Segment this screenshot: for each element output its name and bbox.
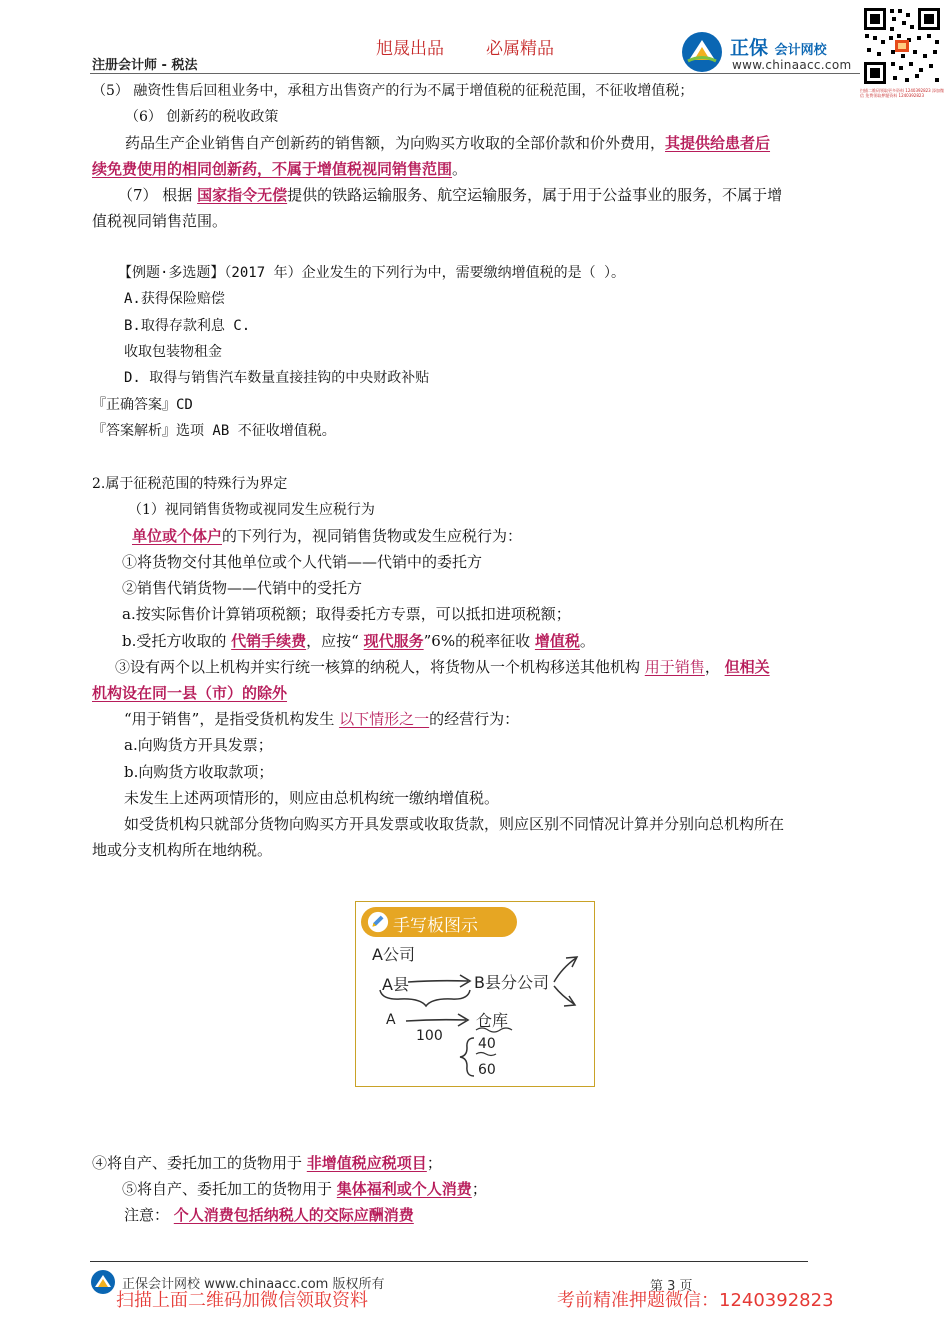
text-line: 药品生产企业销售自产创新药的销售额，为向购买方收取的全部价款和价外费用，其提供给患者后 — [125, 134, 771, 152]
highlight-text: 增值税 — [534, 632, 580, 650]
qr-code-icon[interactable] — [862, 6, 942, 86]
footer-copyright: 正保会计网校 www.chinaacc.com 版权所有 — [122, 1277, 385, 1292]
text-line — [92, 683, 287, 703]
board-qty: 100 — [416, 1028, 443, 1044]
highlight-text: 以下情形之一 — [339, 710, 430, 728]
chinaacc-logo[interactable] — [680, 30, 860, 76]
footer-logo-icon — [90, 1269, 116, 1295]
qr-caption: 扫描二维码领取更多资料 1240392823 添加微信 免费领取押题资料 1240392823 — [860, 88, 944, 98]
example-explanation: 『答案解析』选项 AB 不征收增值税。 — [92, 423, 336, 439]
header-slogan — [376, 34, 596, 59]
board-a: A — [386, 1012, 396, 1028]
highlight-text: 单位或个体户 — [132, 527, 223, 545]
text-line: a.按实际售价计算销项税额；取得委托方专票，可以抵扣进项税额； — [122, 605, 571, 623]
subsection-heading: （1）视同销售货物或视同发生应税行为 — [128, 502, 375, 518]
highlight-text: 集体福利或个人消费 — [336, 1180, 472, 1198]
text-line: ③设有两个以上机构并实行统一核算的纳税人，将货物从一个机构移送其他机构 用于销售， 但相关 — [115, 658, 770, 676]
text-line: “用于销售”，是指受货机构发生 以下情形之一的经营行为： — [124, 710, 520, 728]
text-line: （7） 根据 国家指令无偿提供的铁路运输服务、航空运输服务，属于用于公益事业的服务，不属于增 — [118, 186, 783, 204]
board-title: 手写板图示 — [393, 916, 478, 936]
text-line: ⑤将自产、委托加工的货物用于 集体福利或个人消费； — [122, 1180, 487, 1198]
highlight-text: 个人消费包括纳税人的交际应酬消费 — [173, 1206, 414, 1224]
slogan-1: 旭晟出品 — [376, 39, 444, 59]
board-value-40: 40 — [478, 1036, 496, 1052]
footer-promo-right: 考前精准押题微信：1240392823 — [557, 1290, 834, 1311]
logo-mark-icon — [680, 30, 724, 74]
text-line: a.向购货方开具发票； — [124, 736, 273, 754]
highlight-text: 但相关 — [724, 658, 770, 676]
logo-name: 正保 会计网校 — [730, 37, 827, 59]
text-line: ①将货物交付其他单位或个人代销——代销中的委托方 — [122, 553, 483, 571]
example-option-b: B.取得存款利息 C. — [124, 318, 251, 334]
board-a-county: A县 — [382, 975, 409, 994]
text-line: 单位或个体户的下列行为，视同销售货物或发生应税行为： — [132, 527, 523, 545]
highlight-text: 非增值税应税项目 — [306, 1154, 427, 1172]
highlight-text: 代销手续费 — [231, 632, 307, 650]
highlight-text: 其提供给患者后 — [665, 134, 771, 152]
example-option-c: 收取包装物租金 — [124, 344, 222, 360]
slogan-2: 必属精品 — [486, 39, 554, 59]
board-drawing — [356, 902, 596, 1088]
board-warehouse: 仓库 — [476, 1011, 509, 1030]
highlight-text: 国家指令无偿 — [197, 186, 288, 204]
text-line: ④将自产、委托加工的货物用于 非增值税应税项目； — [92, 1154, 442, 1172]
example-option-d: D. 取得与销售汽车数量直接挂钩的中央财政补贴 — [124, 370, 430, 386]
text-line: b.向购货方收取款项； — [124, 763, 274, 781]
text-line: 地或分支机构所在地纳税。 — [92, 841, 273, 859]
footer-divider — [90, 1261, 808, 1262]
text-line: 续免费使用的相同创新药，不属于增值税视同销售范围。 — [92, 160, 468, 178]
board-company: A公司 — [372, 945, 415, 964]
page-number: 第 3 页 — [650, 1279, 693, 1294]
course-title: 注册会计师 - 税法 — [92, 58, 198, 73]
highlight-text: 续免费使用的相同创新药，不属于增值税视同销售范围 — [92, 160, 453, 178]
footer-promo-left: 扫描上面二维码加微信领取资料 — [116, 1290, 368, 1311]
example-answer: 『正确答案』CD — [92, 397, 193, 413]
handwriting-board — [355, 901, 595, 1087]
text-line: b.受托方收取的 代销手续费，应按“ 现代服务”6%的税率征收 增值税。 — [122, 632, 595, 650]
example-option-a: A.获得保险赔偿 — [124, 291, 225, 307]
highlight-text: 用于销售 — [644, 658, 705, 676]
text-line: 值税视同销售范围。 — [92, 212, 228, 230]
text-line: 注意： 个人消费包括纳税人的交际应酬消费 — [124, 1206, 414, 1224]
text-line: ②销售代销货物——代销中的受托方 — [122, 579, 363, 597]
example-question: 【例题·多选题】（2017 年）企业发生的下列行为中，需要缴纳增值税的是（ ）。 — [118, 265, 625, 281]
text-line: （5） 融资性售后回租业务中，承租方出售资产的行为不属于增值税的征税范围，不征收增值税； — [92, 83, 694, 99]
section-heading: 2.属于征税范围的特殊行为界定 — [92, 476, 288, 492]
text-line: 未发生上述两项情形的，则应由总机构统一缴纳增值税。 — [124, 789, 500, 807]
board-b-branch: B县分公司 — [474, 973, 549, 992]
highlight-text: 现代服务 — [363, 632, 424, 650]
text-line: （6） 创新药的税收政策 — [125, 109, 279, 125]
highlight-text: 机构设在同一县（市）的除外 — [92, 684, 288, 702]
logo-url: www.chinaacc.com — [732, 58, 852, 72]
text-line: 如受货机构只就部分货物向购买方开具发票或收取货款，则应区别不同情况计算并分别向总机构所在 — [124, 815, 785, 833]
board-value-60: 60 — [478, 1062, 496, 1078]
